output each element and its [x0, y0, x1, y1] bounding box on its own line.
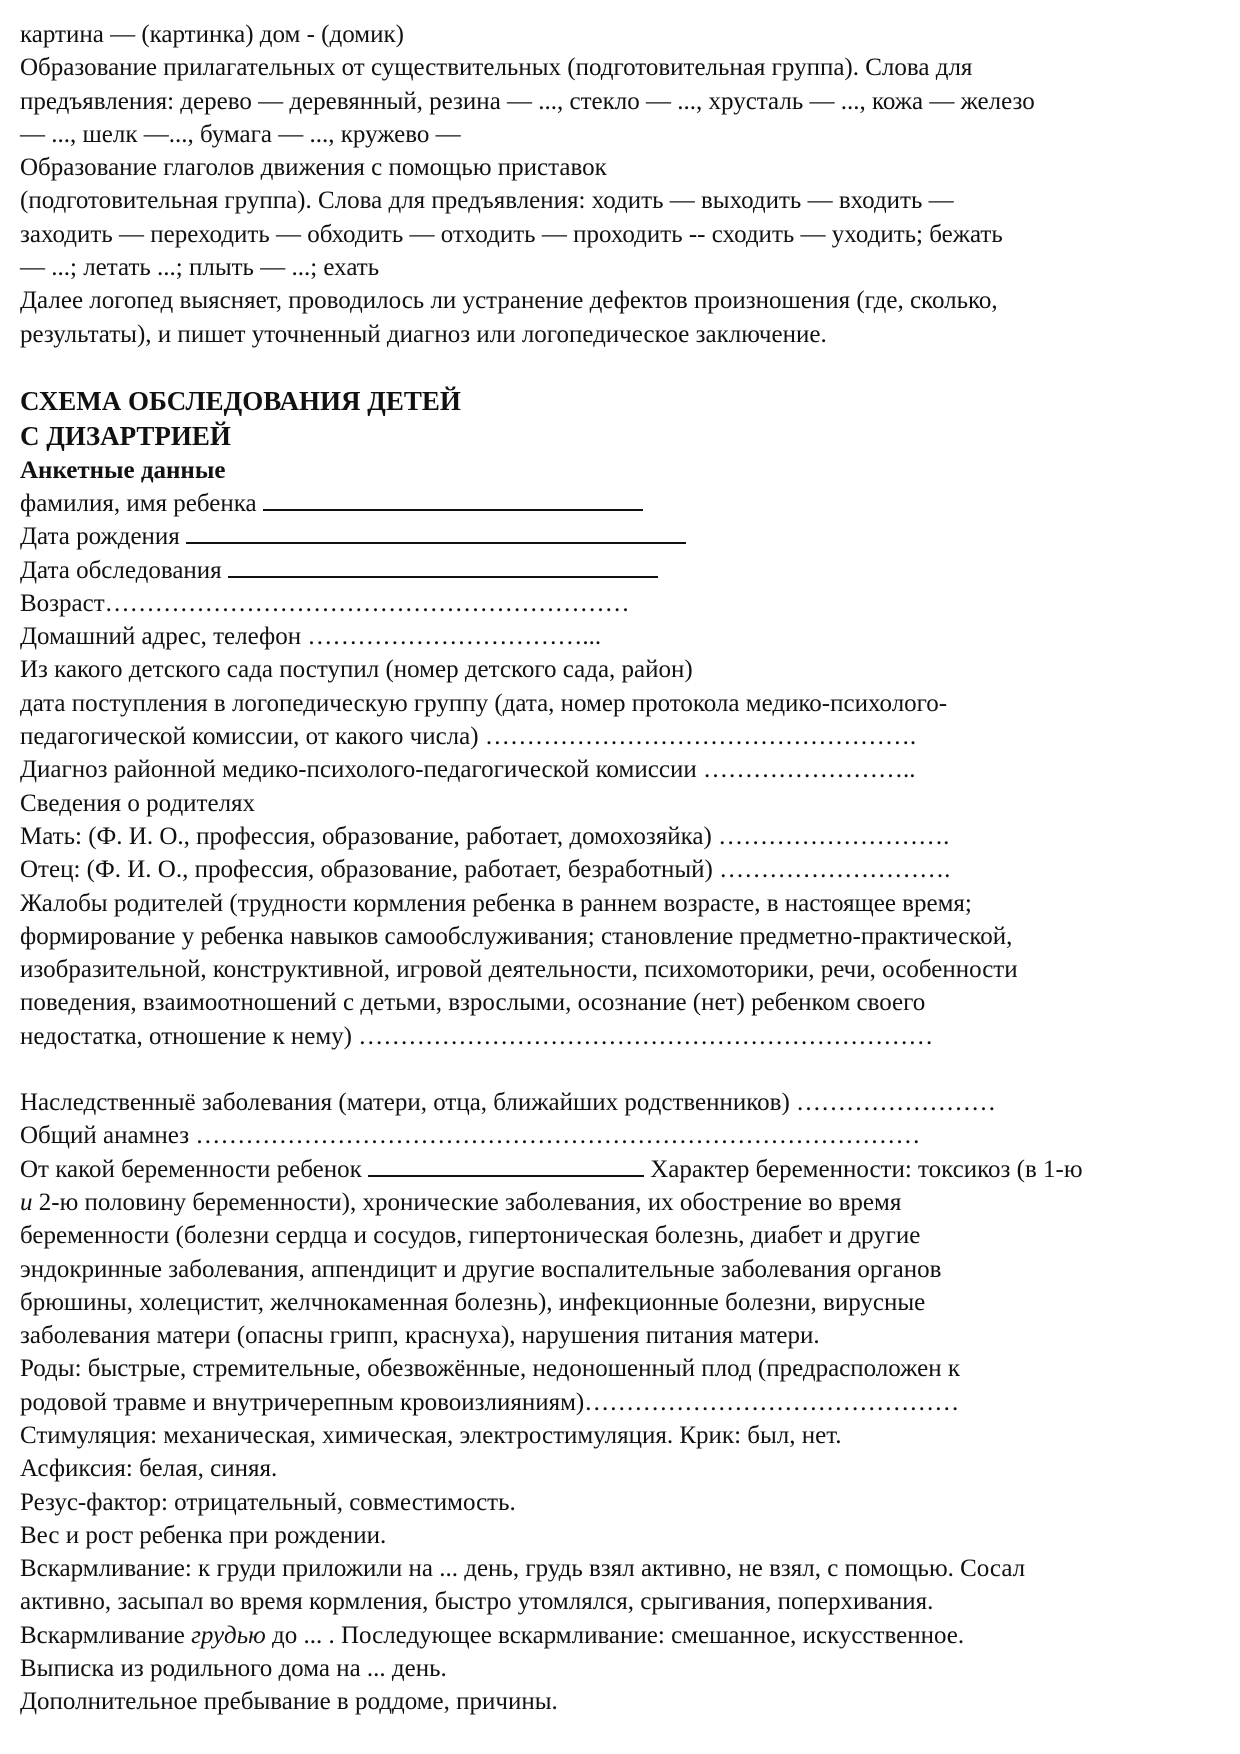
text-line: Вскармливание: к груди приложили на ... день, грудь взял активно, не взял, с помощью. Сосал: [20, 1555, 1026, 1583]
text-line: Возраст………………………………………………………: [20, 589, 630, 617]
text-line: предъявления: дерево — деревянный, резина — ..., стекло — ..., хрусталь — ..., кожа — железо: [20, 87, 1035, 115]
text-line: картина — (картинка) дом - (домик): [20, 21, 404, 48]
text-line: формирование у ребенка навыков самообслуживания; становление предметно-практической,: [20, 922, 1013, 950]
text-line: Выписка из родильного дома на ... день.: [20, 1655, 447, 1683]
text-fragment: Вскармливание: [20, 1621, 185, 1649]
text-line: Асфиксия: белая, синяя.: [20, 1455, 278, 1483]
text-line: Мать: (Ф. И. О., профессия, образование, работает, домохозяйка) ……………………….: [20, 822, 950, 850]
field-label: фамилия, имя ребенка: [20, 489, 257, 517]
field-label: Дата обследования: [20, 556, 222, 584]
feeding-line: [20, 1619, 1210, 1652]
text-line: Далее логопед выясняет, проводилось ли устранение дефектов произношения (где, сколько,: [20, 287, 998, 315]
text-line: недостатка, отношение к нему) ……………………………………………………………: [20, 1022, 934, 1050]
text-fragment: 2-ю половину беременности), хронические заболевания, их обострение во время: [38, 1188, 902, 1216]
text-line: — ..., шелк —..., бумага — ..., кружево —: [20, 120, 461, 148]
text-line: заходить — переходить — обходить — отходить — проходить -- сходить — уходить; бежать: [20, 220, 1003, 248]
text-line: дата поступления в логопедическую группу (дата, номер протокола медико-психолого-: [20, 689, 948, 717]
anamnesis-section: [20, 1086, 1210, 1719]
text-line: Отец: (Ф. И. О., профессия, образование, работает, безработный) ……………………….: [20, 856, 951, 884]
field-birth-date: [20, 520, 1210, 553]
text-line: изобразительной, конструктивной, игровой деятельности, психомоторики, речи, особенности: [20, 956, 1018, 984]
subsection-title: Анкетные данные: [20, 456, 226, 484]
text-line: брюшины, холецистит, желчнокаменная болезнь), инфекционные болезни, вирусные: [20, 1288, 926, 1316]
fill-blank: [368, 1153, 644, 1177]
field-label: Дата рождения: [20, 523, 180, 551]
pregnancy-line: [20, 1153, 1210, 1186]
text-line: Из какого детского сада поступил (номер детского сада, район): [20, 656, 693, 684]
text-line: эндокринные заболевания, аппендицит и другие воспалительные заболевания органов: [20, 1255, 942, 1283]
field-label: От какой беременности ребенок: [20, 1155, 362, 1183]
text-line: Диагноз районной медико-психолого-педагогической комиссии ……………………..: [20, 756, 916, 784]
text-line: Резус-фактор: отрицательный, совместимость.: [20, 1488, 516, 1516]
questionnaire-section: [20, 587, 1210, 1053]
section-title-line-1: СХЕМА ОБСЛЕДОВАНИЯ ДЕТЕЙ: [20, 385, 461, 416]
text-line: Дополнительное пребывание в роддоме, причины.: [20, 1688, 558, 1716]
text-line: — ...; летать ...; плыть — ...; ехать: [20, 254, 380, 282]
text-line: Вес и рост ребенка при рождении.: [20, 1521, 387, 1549]
italic-fragment: и: [20, 1188, 33, 1216]
text-fragment: до ... . Последующее вскармливание: смешанное, искусственное.: [271, 1621, 965, 1649]
text-line: Стимуляция: механическая, химическая, электростимуляция. Крик: был, нет.: [20, 1421, 842, 1449]
text-line: Образование прилагательных от существительных (подготовительная группа). Слова для: [20, 54, 973, 82]
text-line: Наследственныё заболевания (матери, отца, ближайших родственников) ……………………: [20, 1089, 997, 1117]
field-exam-date: [20, 554, 1210, 587]
text-line: поведения, взаимоотношений с детьми, взрослыми, осознание (нет) ребенком своего: [20, 989, 926, 1017]
text-line: беременности (болезни сердца и сосудов, гипертоническая болезнь, диабет и другие: [20, 1222, 921, 1250]
text-line: заболевания матери (опасны грипп, краснуха), нарушения питания матери.: [20, 1322, 820, 1350]
text-line: Домашний адрес, телефон ……………………………...: [20, 623, 602, 651]
spacer: [20, 1053, 1210, 1086]
text-line: родовой травме и внутричерепным кровоизлияниям)………………………………………: [20, 1388, 960, 1416]
text-line: (подготовительная группа). Слова для предъявления: ходить — выходить — входить —: [20, 187, 954, 215]
text-line: [20, 1186, 1210, 1219]
text-line: результаты), и пишет уточненный диагноз или логопедическое заключение.: [20, 320, 827, 348]
fill-blank: [263, 487, 643, 511]
italic-fragment: грудью: [191, 1621, 266, 1649]
fill-blank: [228, 554, 658, 578]
text-line: активно, засыпал во время кормления, быстро утомлялся, срыгивания, поперхивания.: [20, 1588, 934, 1616]
fill-blank: [186, 520, 686, 544]
field-child-name: [20, 487, 1210, 520]
section-title-line-2: С ДИЗАРТРИЕЙ: [20, 420, 231, 451]
text-line: Роды: быстрые, стремительные, обезвожённые, недоношенный плод (предрасположен к: [20, 1355, 960, 1383]
text-line: Жалобы родителей (трудности кормления ребенка в раннем возрасте, в настоящее время;: [20, 889, 972, 917]
text-line: Общий анамнез ……………………………………………………………………………: [20, 1122, 921, 1150]
spacer: [20, 351, 1210, 384]
text-line: педагогической комиссии, от какого числа) …………………………………………….: [20, 723, 917, 751]
text-line: Образование глаголов движения с помощью приставок: [20, 154, 607, 182]
text-line: Сведения о родителях: [20, 789, 256, 817]
top-section: [20, 18, 1210, 351]
text-fragment: Характер беременности: токсикоз (в 1-ю: [650, 1155, 1083, 1183]
